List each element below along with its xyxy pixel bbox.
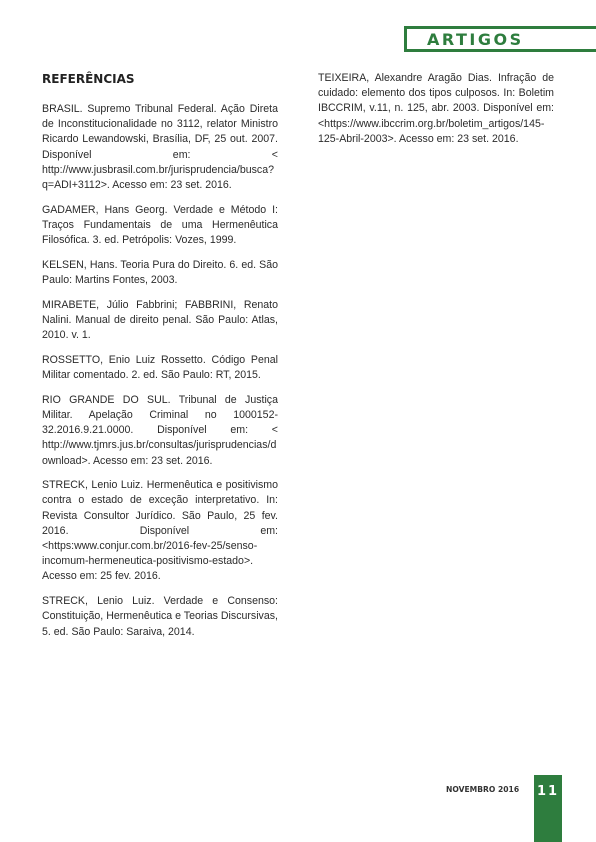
reference-entry: BRASIL. Supremo Tribunal Federal. Ação Direta de Inconstitucionalidade no 3112, relator Ministro Ricardo Lewandowski, Brasília, DF, 25 out. 2007. Disponível em: < http://www.jusbrasil.com.br/jurisprudencia/busca?q=ADI+3112>. Acesso em: 23 set. 2016. [42, 103, 278, 192]
reference-entry: TEIXEIRA, Alexandre Aragão Dias. Infração de cuidado: elemento dos tipos culposos. In: Boletim IBCCRIM, v.11, n. 125, abr. 2003. Disponível em: <https://www.ibccrim.org.br/boletim_artigos/145-125-Abril-2003>. Acesso em: 23 set. 2016. [318, 72, 554, 145]
reference-entry: MIRABETE, Júlio Fabbrini; FABBRINI, Renato Nalini. Manual de direito penal. São Paulo: Atlas, 2010. v. 1. [42, 298, 278, 342]
issue-date: NOVEMBRO 2016 [446, 785, 520, 794]
references-column-right [318, 71, 554, 157]
reference-entry: RIO GRANDE DO SUL. Tribunal de Justiça Militar. Apelação Criminal no 1000152-32.2016.9.21.0000. Disponível em: < http://www.tjmrs.jus.br/consultas/jurisprudencias/download>. Acesso em: 23 set. 2016. [42, 393, 278, 467]
reference-entry: ROSSETTO, Enio Luiz Rossetto. Código Penal Militar comentado. 2. ed. São Paulo: RT, 2015. [42, 353, 278, 382]
reference-entry: GADAMER, Hans Georg. Verdade e Método I: Traços Fundamentais de uma Hermenêutica Filosófica. 3. ed. Petrópolis: Vozes, 1999. [42, 203, 278, 247]
section-title: ARTIGOS [427, 30, 524, 49]
page-number-block [534, 775, 562, 842]
references-heading: REFERÊNCIAS [42, 72, 135, 86]
section-tab [404, 26, 596, 52]
page-number: 11 [536, 784, 560, 799]
reference-entry: KELSEN, Hans. Teoria Pura do Direito. 6. ed. São Paulo: Martins Fontes, 2003. [42, 258, 278, 287]
reference-entry: STRECK, Lenio Luiz. Hermenêutica e positivismo contra o estado de exceção interpretativo. In: Revista Consultor Jurídico. São Paulo, 25 fev. 2016. Disponível em: <https:www.conjur.com.br/2016-fev-25/senso-incomum-hermeneutica-positivismo-estado>. Acesso em: 25 fev. 2016. [42, 479, 278, 583]
references-column-left [42, 71, 278, 649]
reference-entry: STRECK, Lenio Luiz. Verdade e Consenso: Constituição, Hermenêutica e Teorias Discursivas, 5. ed. São Paulo: Saraiva, 2014. [42, 595, 278, 638]
